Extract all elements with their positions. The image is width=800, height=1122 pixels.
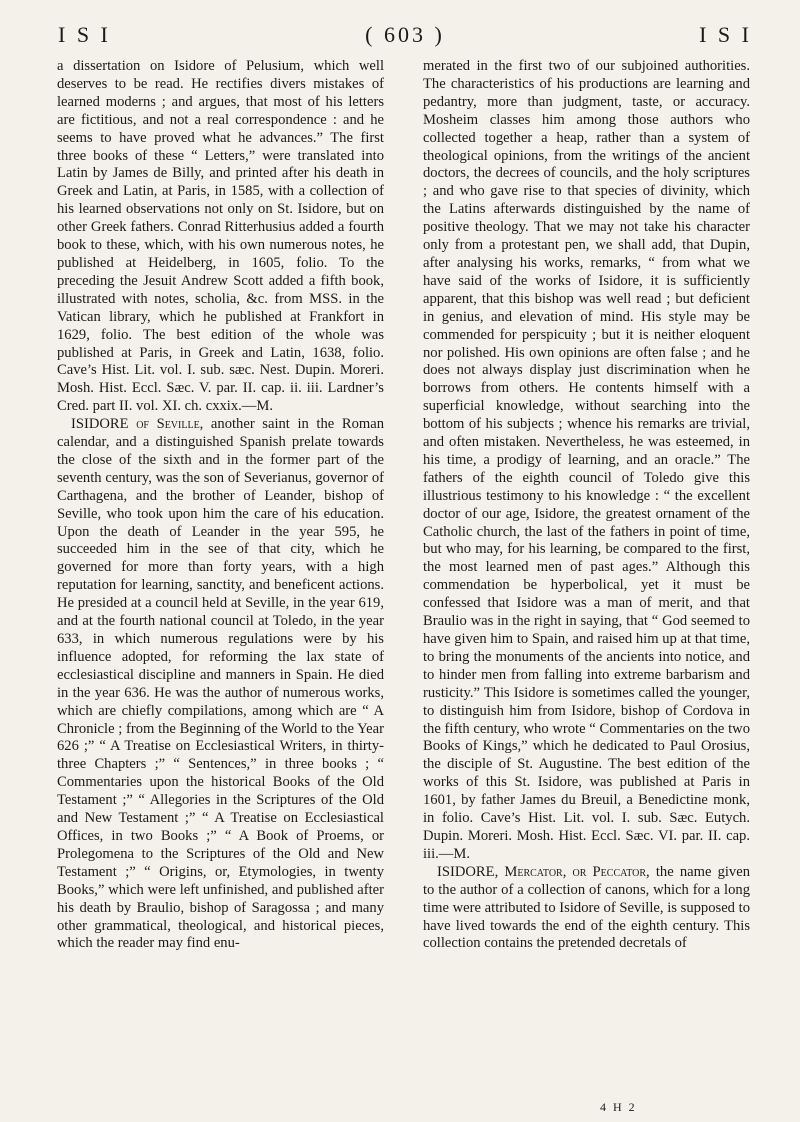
entry-headword: ISIDORE, [437,863,499,880]
left-column [57,58,384,953]
entry-body: another saint in the Roman calendar, and a distinguished Spanish prelate towards the close of the sixth and in the former part of the seventh century, was the son of Severianus, governor of Carthagena, and the brother of Leander, bishop of Seville, who took upon him the care of his education. Upon the death of Leander in the year 595, he succeeded him in the see of that city, which he governed for more than forty years, with a high reputation for learning, sanctity, and beneficent actions. He presided at a council held at Seville, in the year 619, and at the fourth national council at Toledo, in the year 633, in which numerous regulations were by his influence adopted, for reforming the lax state of ecclesiastical discipline and manners in Spain. He died in the year 636. He was the author of numerous works, which are chiefly compilations, among which are “ A Chronicle ; from the Beginning of the World to the Year 626 ;” “ A Treatise on Ecclesiastical Writers, in thirty-three Chapters ;” “ Sentences,” in three books ; “ Commentaries upon the historical Books of the Old Testament ;” “ Allegories in the Scriptures of the Old and New Testament ;” “ A Treatise on Ecclesiastical Offices, in two Books ;” “ A Book of Proems, or Prolegomena to the Scriptures of the Old and New Testament ;” “ Origins, or, Etymologies, in twenty Books,” which were left unfinished, and published after his death by Braulio, bishop of Saragossa ; and many other grammatical, theological, and historical pieces, which the reader may find enu- [57,416,384,952]
entry-headword: ISIDORE [71,416,129,433]
page-number: ( 603 ) [365,22,445,47]
isidore-mercator-entry [423,864,750,954]
isidore-of-seville-entry [57,416,384,953]
running-header [58,22,752,52]
entry-title: of Seville, [136,416,204,433]
signature-mark: 4 H 2 [600,1100,637,1114]
right-column [423,58,750,953]
header-left: I S I [58,22,111,47]
pelusium-entry-continuation: a dissertation on Isidore of Pelusium, which well deserves to be read. He rectifies divers mistakes of learned moderns ; and argues, that most of his letters are fictitious, and not a real correspondence : and he seems to have proved what he advances.” The first three books of these “ Letters,” were translated into Latin by James de Billy, and printed after his death in Greek and Latin, at Paris, in 1585, with a collection of his learned observations not only on St. Isidore, but on other Greek fathers. Conrad Ritterhusius added a fourth book to these, which, with his own numerous notes, he published at Heidelberg, in 1605, folio. To the preceding the Jesuit Andrew Scott added a fifth book, illustrated with notes, scholia, &c. from MSS. in the Vatican library, which he published at Frankfort in 1629, folio. The best edition of the whole was published at Paris, in Greek and Latin, 1638, folio. Cave’s Hist. Lit. vol. I. sub. sæc. Nest. Dupin. Moreri. Mosh. Hist. Eccl. Sæc. V. par. II. cap. ii. iii. Lardner’s Cred. part II. vol. XI. ch. cxxix.—M. [57,58,384,415]
entry-title: Mercator, or Peccator, [504,863,650,880]
entry-body: the name given to the author of a collection of canons, which for a long time were attributed to Isidore of Seville, is supposed to have lived towards the end of the eighth century. This collection contains the pretended decretals of [423,863,751,952]
seville-entry-continuation: merated in the first two of our subjoined authorities. The characteristics of his productions are learning and pedantry, more than judgment, taste, or accuracy. Mosheim classes him among those authors who collected together a heap, rather than a system of theological opinions, from the writings of the ancient doctors, the decrees of councils, and the holy scriptures ; and who gave rise to that species of divinity, which the Latins afterwards distinguished by the name of positive theology. That we may not take his character only from a protestant pen, we shall add, that Dupin, after analysing his works, remarks, “ from what we have said of the works of Isidore, it is sufficiently apparent, that this bishop was well read ; but deficient in genius, and elevation of mind. His style may be commended for perspicuity ; but it is neither eloquent nor polished. His own opinions are often false ; and he does not always display just discrimination when he borrows from others. He contents himself with a superficial knowledge, without searching into the bottom of his subjects ; whence his remarks are trivial, and often mistaken. Nevertheless, he was esteemed, in his time, a prodigy of learning, and an oracle.” The fathers of the eighth council of Toledo give this illustrious testimony to his knowledge : “ the excellent doctor of our age, Isidore, the greatest ornament of the Catholic church, the last of the fathers in point of time, but who may, for his learning, be compared to the first, the most learned men of past ages.” Although this commendation be hyperbolical, yet it must be confessed that Isidore was a man of merit, and that Braulio was in the right in saying, that “ God seemed to have given him to Spain, and raised him up at that time, to bring the monuments of the ancients into notice, and to hinder men from falling into extreme barbarism and rusticity.” This Isidore is sometimes called the younger, to distinguish him from Isidore, bishop of Cordova in the fifth century, who wrote “ Commentaries on the two Books of Kings,” which he dedicated to Paul Orosius, the disciple of St. Augustine. The best edition of the works of this St. Isidore, was published at Paris in 1601, by father James du Breuil, a Benedictine monk, in folio. Cave’s Hist. Lit. vol. I. sub. Sæc. Eutych. Dupin. Moreri. Mosh. Hist. Eccl. Sæc. VI. par. II. cap. iii.—M. [423,58,750,862]
header-right: I S I [699,22,752,47]
